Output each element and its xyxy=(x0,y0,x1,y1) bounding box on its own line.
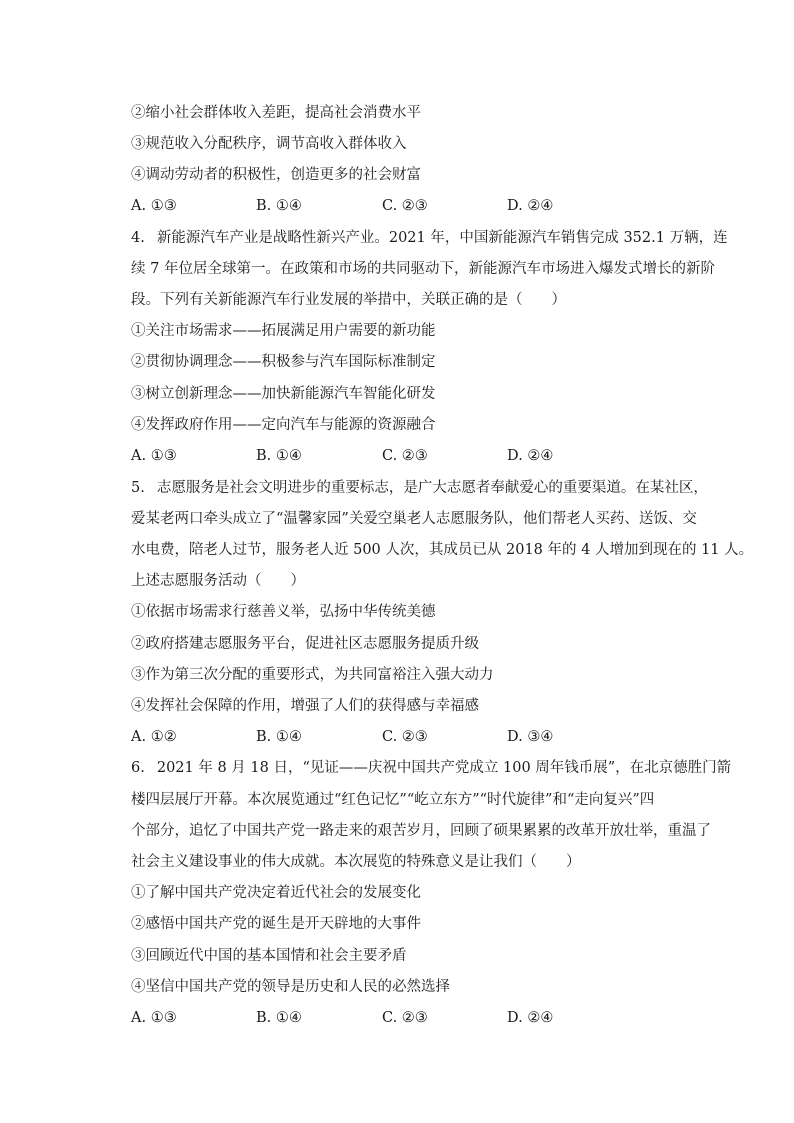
q4-stem-line-3: 段。下列有关新能源汽车行业发展的举措中，关联正确的是（ ） xyxy=(131,292,566,308)
q4-stem-line-1: 4. 新能源汽车产业是战略性新兴产业。2021 年，中国新能源汽车销售完成 352.1 万辆，连 xyxy=(131,230,728,246)
q5-item-4: ④发挥社会保障的作用，增强了人们的获得感与幸福感 xyxy=(131,698,479,714)
q4-option-b[interactable]: B. ①④ xyxy=(256,448,302,464)
q4-option-d[interactable]: D. ②④ xyxy=(507,448,554,464)
q3-item-3: ③规范收入分配秩序，调节高收入群体收入 xyxy=(131,136,407,152)
q5-item-2: ②政府搭建志愿服务平台，促进社区志愿服务提质升级 xyxy=(131,636,479,652)
q6-item-3: ③回顾近代中国的基本国情和社会主要矛盾 xyxy=(131,948,407,964)
q5-option-d[interactable]: D. ③④ xyxy=(507,729,554,745)
q3-option-c[interactable]: C. ②③ xyxy=(382,198,428,214)
q5-stem-line-3: 水电费，陪老人过节，服务老人近 500 人次，其成员已从 2018 年的 4 人增加到现在的 11 人。 xyxy=(131,542,754,558)
q6-option-b[interactable]: B. ①④ xyxy=(256,1010,302,1026)
q5-stem-line-4: 上述志愿服务活动（ ） xyxy=(131,573,305,589)
q4-item-3: ③树立创新理念——加快新能源汽车智能化研发 xyxy=(131,386,436,402)
q6-option-d[interactable]: D. ②④ xyxy=(507,1010,554,1026)
q6-option-c[interactable]: C. ②③ xyxy=(382,1010,428,1026)
q5-option-a[interactable]: A. ①② xyxy=(131,729,177,745)
q4-option-c[interactable]: C. ②③ xyxy=(382,448,428,464)
q5-option-c[interactable]: C. ②③ xyxy=(382,729,428,745)
q5-option-b[interactable]: B. ①④ xyxy=(256,729,302,745)
q3-option-b[interactable]: B. ①④ xyxy=(256,198,302,214)
q3-option-a[interactable]: A. ①③ xyxy=(131,198,177,214)
q3-item-4: ④调动劳动者的积极性，创造更多的社会财富 xyxy=(131,167,421,183)
q5-item-3: ③作为第三次分配的重要形式，为共同富裕注入强大动力 xyxy=(131,667,494,683)
q6-stem-line-2: 楼四层展厅开幕。本次展览通过“红色记忆”“屹立东方”“时代旋律”和“走向复兴”四 xyxy=(131,792,655,808)
q5-number: 5. xyxy=(131,480,145,496)
q5-item-1: ①依据市场需求行慈善义举，弘扬中华传统美德 xyxy=(131,604,436,620)
q5-stem-line-1: 5. 志愿服务是社会文明进步的重要标志，是广大志愿者奉献爱心的重要渠道。在某社区， xyxy=(131,480,708,496)
q4-option-a[interactable]: A. ①③ xyxy=(131,448,177,464)
q6-item-2: ②感悟中国共产党的诞生是开天辟地的大事件 xyxy=(131,916,421,932)
q3-item-2: ②缩小社会群体收入差距，提高社会消费水平 xyxy=(131,105,421,121)
q6-option-a[interactable]: A. ①③ xyxy=(131,1010,177,1026)
q3-option-d[interactable]: D. ②④ xyxy=(507,198,554,214)
q4-number: 4. xyxy=(131,230,145,246)
q6-item-1: ①了解中国共产党决定着近代社会的发展变化 xyxy=(131,885,421,901)
q6-stem-line-1: 6. 2021 年 8 月 18 日，“见证——庆祝中国共产党成立 100 周年钱币展”，在北京德胜门箭 xyxy=(131,760,732,776)
q6-stem-line-3: 个部分，追忆了中国共产党一路走来的艰苦岁月，回顾了硕果累累的改革开放壮举，重温了 xyxy=(131,823,711,839)
q6-number: 6. xyxy=(131,760,145,776)
q6-stem-line-4: 社会主义建设事业的伟大成就。本次展览的特殊意义是让我们（ ） xyxy=(131,854,581,870)
q4-item-1: ①关注市场需求——拓展满足用户需要的新功能 xyxy=(131,323,436,339)
q4-item-2: ②贯彻协调理念——积极参与汽车国际标准制定 xyxy=(131,354,436,370)
q5-stem-line-2: 爱某老两口牵头成立了“温馨家园”关爱空巢老人志愿服务队，他们帮老人买药、送饭、交 xyxy=(131,511,697,527)
q4-stem-line-2: 续 7 年位居全球第一。在政策和市场的共同驱动下，新能源汽车市场进入爆发式增长的新阶 xyxy=(131,261,715,277)
q6-item-4: ④坚信中国共产党的领导是历史和人民的必然选择 xyxy=(131,979,450,995)
q4-item-4: ④发挥政府作用——定向汽车与能源的资源融合 xyxy=(131,417,436,433)
